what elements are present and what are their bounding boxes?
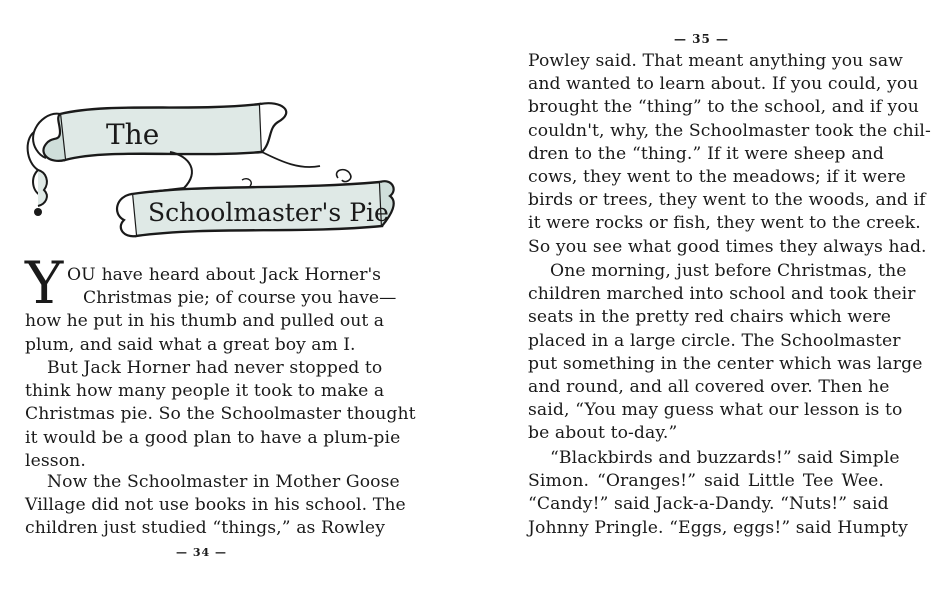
text-line: Christmas pie. So the Schoolmaster thought	[25, 404, 416, 425]
text-line: put something in the center which was large	[528, 353, 923, 374]
text-line: birds or trees, they went to the woods, and if	[528, 190, 926, 211]
text-line: be about to-day.”	[528, 423, 678, 444]
text-line: said, “You may guess what our lesson is to	[528, 400, 903, 421]
morning-paragraph	[528, 260, 923, 446]
text-line: “Blackbirds and buzzards!” said Simple	[550, 448, 900, 468]
text-line: brought the “thing” to the school, and if you	[528, 97, 919, 118]
text-line: children just studied “things,” as Rowley	[25, 518, 386, 539]
text-line: Powley said. That meant anything you saw	[528, 51, 903, 71]
title-word-the: The	[106, 118, 160, 151]
text-line: couldn't, why, the Schoolmaster took the chil-	[528, 120, 931, 141]
second-paragraph	[25, 357, 416, 473]
text-line: “Candy!” said Jack-a-Dandy. “Nuts!” said	[528, 494, 889, 515]
text-line: dren to the “thing.” If it were sheep and	[528, 143, 884, 164]
text-line: Now the Schoolmaster in Mother Goose	[47, 472, 400, 492]
text-line: So you see what good times they always had.	[528, 236, 927, 257]
text-line: and round, and all covered over. Then he	[528, 377, 890, 398]
text-line: cows, they went to the meadows; if it were	[528, 167, 906, 188]
text-line: it would be a good plan to have a plum-pie	[25, 427, 401, 448]
page-number-left: — 34 —	[176, 546, 227, 559]
text-line: children marched into school and took their	[528, 284, 916, 305]
third-paragraph	[25, 471, 406, 541]
text-line: But Jack Horner had never stopped to	[47, 358, 383, 378]
right-page	[468, 0, 936, 590]
text-line: seats in the pretty red chairs which were	[528, 307, 892, 328]
text-line: Johnny Pringle. “Eggs, eggs!” said Humpty	[528, 517, 908, 538]
text-line: how he put in his thumb and pulled out a	[25, 311, 384, 332]
text-line: and wanted to learn about. If you could, you	[528, 74, 919, 95]
text-line: lesson.	[25, 450, 86, 471]
text-line: OU have heard about Jack Horner's	[67, 265, 381, 285]
text-line: placed in a large circle. The Schoolmaster	[528, 330, 901, 351]
text-line: One morning, just before Christmas, the	[550, 261, 907, 281]
drop-cap: Y	[25, 249, 64, 317]
page-number-right: — 35 —	[674, 32, 730, 46]
text-line: it were rocks or fish, they went to the creek.	[528, 213, 921, 234]
text-line: Simon. “Oranges!” said Little Tee Wee.	[528, 471, 884, 492]
text-line: Village did not use books in his school. The	[25, 495, 406, 516]
guesses-paragraph	[528, 447, 908, 540]
text-line: plum, and said what a great boy am I.	[25, 334, 356, 355]
continued-paragraph	[528, 50, 931, 259]
title-schoolmasters-pie: Schoolmaster's Pie	[148, 198, 389, 227]
text-line: Christmas pie; of course you have—	[83, 288, 397, 309]
text-line: think how many people it took to make a	[25, 381, 385, 402]
